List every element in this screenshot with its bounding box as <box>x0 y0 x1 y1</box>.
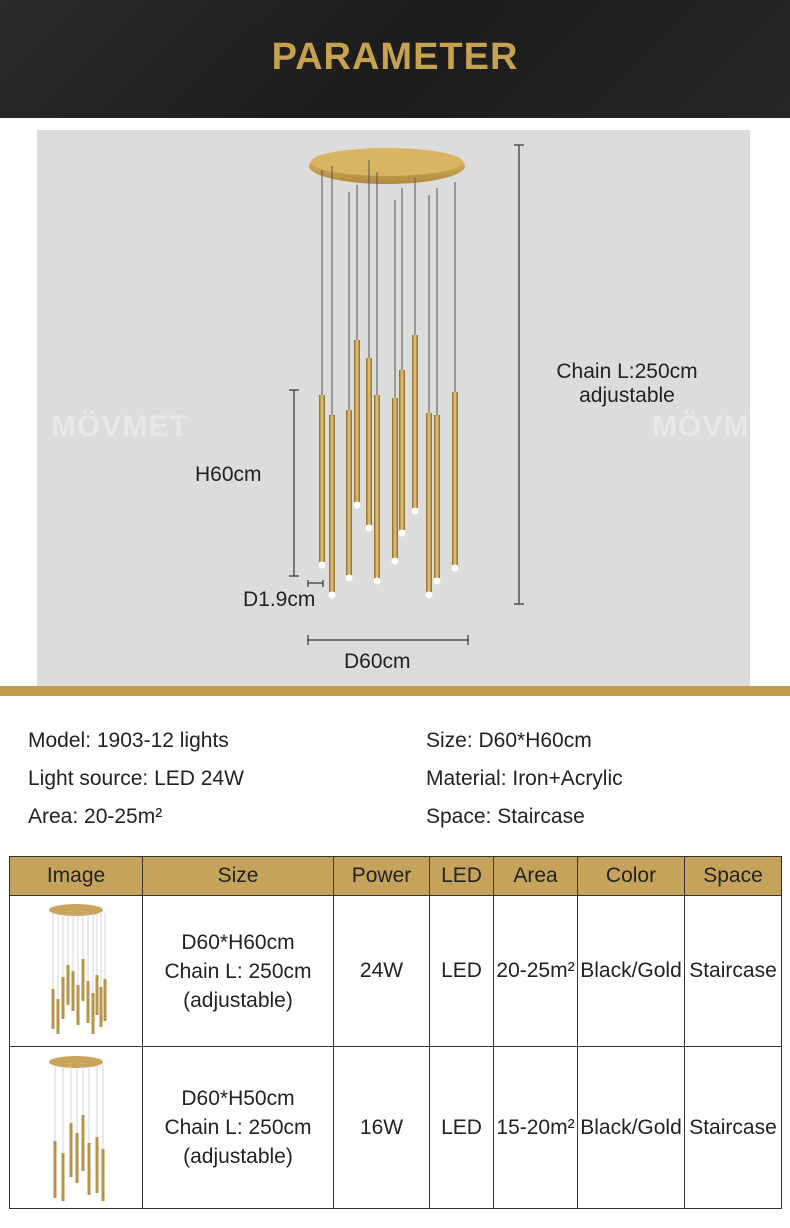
space-cell: Staircase <box>685 896 782 1047</box>
thumb-tube <box>87 981 90 1023</box>
spec-size: Size: D60*H60cm <box>426 729 592 752</box>
pendant-light <box>354 502 361 509</box>
gold-divider <box>0 686 790 696</box>
led-cell: LED <box>430 1047 494 1209</box>
thumb-tube <box>100 987 103 1027</box>
height-label: H60cm <box>195 463 262 486</box>
pendant-light <box>366 525 373 532</box>
pendant-light <box>452 565 459 572</box>
canopy-top <box>311 148 463 176</box>
thumb-tube <box>96 1137 99 1193</box>
pendant-light <box>392 558 399 565</box>
size-cell: D60*H60cm Chain L: 250cm (adjustable) <box>143 896 334 1047</box>
pendant-tube <box>412 335 418 508</box>
thumb-tube <box>52 989 55 1029</box>
pendant-tube <box>374 395 380 578</box>
header-power: Power <box>334 857 430 896</box>
pendant-tube <box>399 370 405 530</box>
spec-material: Material: Iron+Acrylic <box>426 767 623 790</box>
header-led: LED <box>430 857 494 896</box>
product-thumbnail <box>41 901 111 1041</box>
table-row <box>10 896 782 1047</box>
pendant-light <box>426 592 433 599</box>
product-image-cell <box>10 896 143 1047</box>
pendant-tubes <box>319 160 459 599</box>
size-cell: D60*H50cm Chain L: 250cm (adjustable) <box>143 1047 334 1209</box>
thumb-tube <box>72 971 75 1011</box>
pendant-tube <box>329 415 335 592</box>
header-color: Color <box>578 857 685 896</box>
spec-area: Area: 20-25m² <box>28 805 163 828</box>
pendant-light <box>399 530 406 537</box>
product-dimension-figure <box>37 130 790 686</box>
pendant-tube <box>426 413 432 592</box>
thumb-tube <box>88 1143 91 1195</box>
pendant-tube <box>346 410 352 575</box>
product-thumbnail <box>41 1053 111 1203</box>
pendant-tube <box>452 392 458 565</box>
spec-space: Space: Staircase <box>426 805 585 828</box>
chain-length-label: Chain L:250cm adjustable <box>556 360 698 407</box>
thumb-tube <box>92 993 95 1034</box>
table-header-row <box>10 857 782 896</box>
thumb-tube <box>77 985 80 1025</box>
product-image-cell <box>10 1047 143 1209</box>
pendant-tube <box>319 395 325 562</box>
color-cell: Black/Gold <box>578 1047 685 1209</box>
thumb-tube <box>82 959 85 1001</box>
header-banner <box>0 0 790 118</box>
power-cell: 16W <box>334 1047 430 1209</box>
spec-light-source: Light source: LED 24W <box>28 767 244 790</box>
area-cell: 15-20m² <box>494 1047 578 1209</box>
thumb-tube <box>82 1115 85 1171</box>
area-cell: 20-25m² <box>494 896 578 1047</box>
thumb-tube <box>102 1149 105 1201</box>
tube-diameter-label: D1.9cm <box>243 588 316 611</box>
header-area: Area <box>494 857 578 896</box>
page-title: PARAMETER <box>271 36 519 78</box>
pendant-light <box>329 592 336 599</box>
space-cell: Staircase <box>685 1047 782 1209</box>
led-cell: LED <box>430 896 494 1047</box>
thumb-tube <box>62 1153 65 1201</box>
pendant-tube <box>434 415 440 578</box>
pendant-light <box>346 575 353 582</box>
pendant-tube <box>392 398 398 558</box>
pendant-tube <box>354 340 360 502</box>
table-row <box>10 1047 782 1209</box>
chandelier-drawing <box>37 130 750 686</box>
watermark-right: MÖVMET <box>652 410 790 443</box>
thumb-tube <box>76 1133 79 1183</box>
spec-model: Model: 1903-12 lights <box>28 729 229 752</box>
pendant-light <box>374 578 381 585</box>
header-image: Image <box>10 857 143 896</box>
color-cell: Black/Gold <box>578 896 685 1047</box>
power-cell: 24W <box>334 896 430 1047</box>
watermark-left: MÖVMET <box>51 410 189 443</box>
thumb-tube <box>104 979 107 1021</box>
diameter-label: D60cm <box>344 650 411 673</box>
thumb-tube <box>54 1141 57 1198</box>
thumb-tube <box>57 999 60 1034</box>
pendant-light <box>412 508 419 515</box>
thumb-tube <box>96 975 99 1015</box>
pendant-light <box>434 578 441 585</box>
pendant-light <box>319 562 326 569</box>
pendant-tube <box>366 358 372 525</box>
product-table <box>9 856 782 1209</box>
header-size: Size <box>143 857 334 896</box>
thumb-tube <box>62 977 65 1019</box>
thumb-tube <box>70 1123 73 1177</box>
thumb-tube <box>67 965 70 1005</box>
header-space: Space <box>685 857 782 896</box>
